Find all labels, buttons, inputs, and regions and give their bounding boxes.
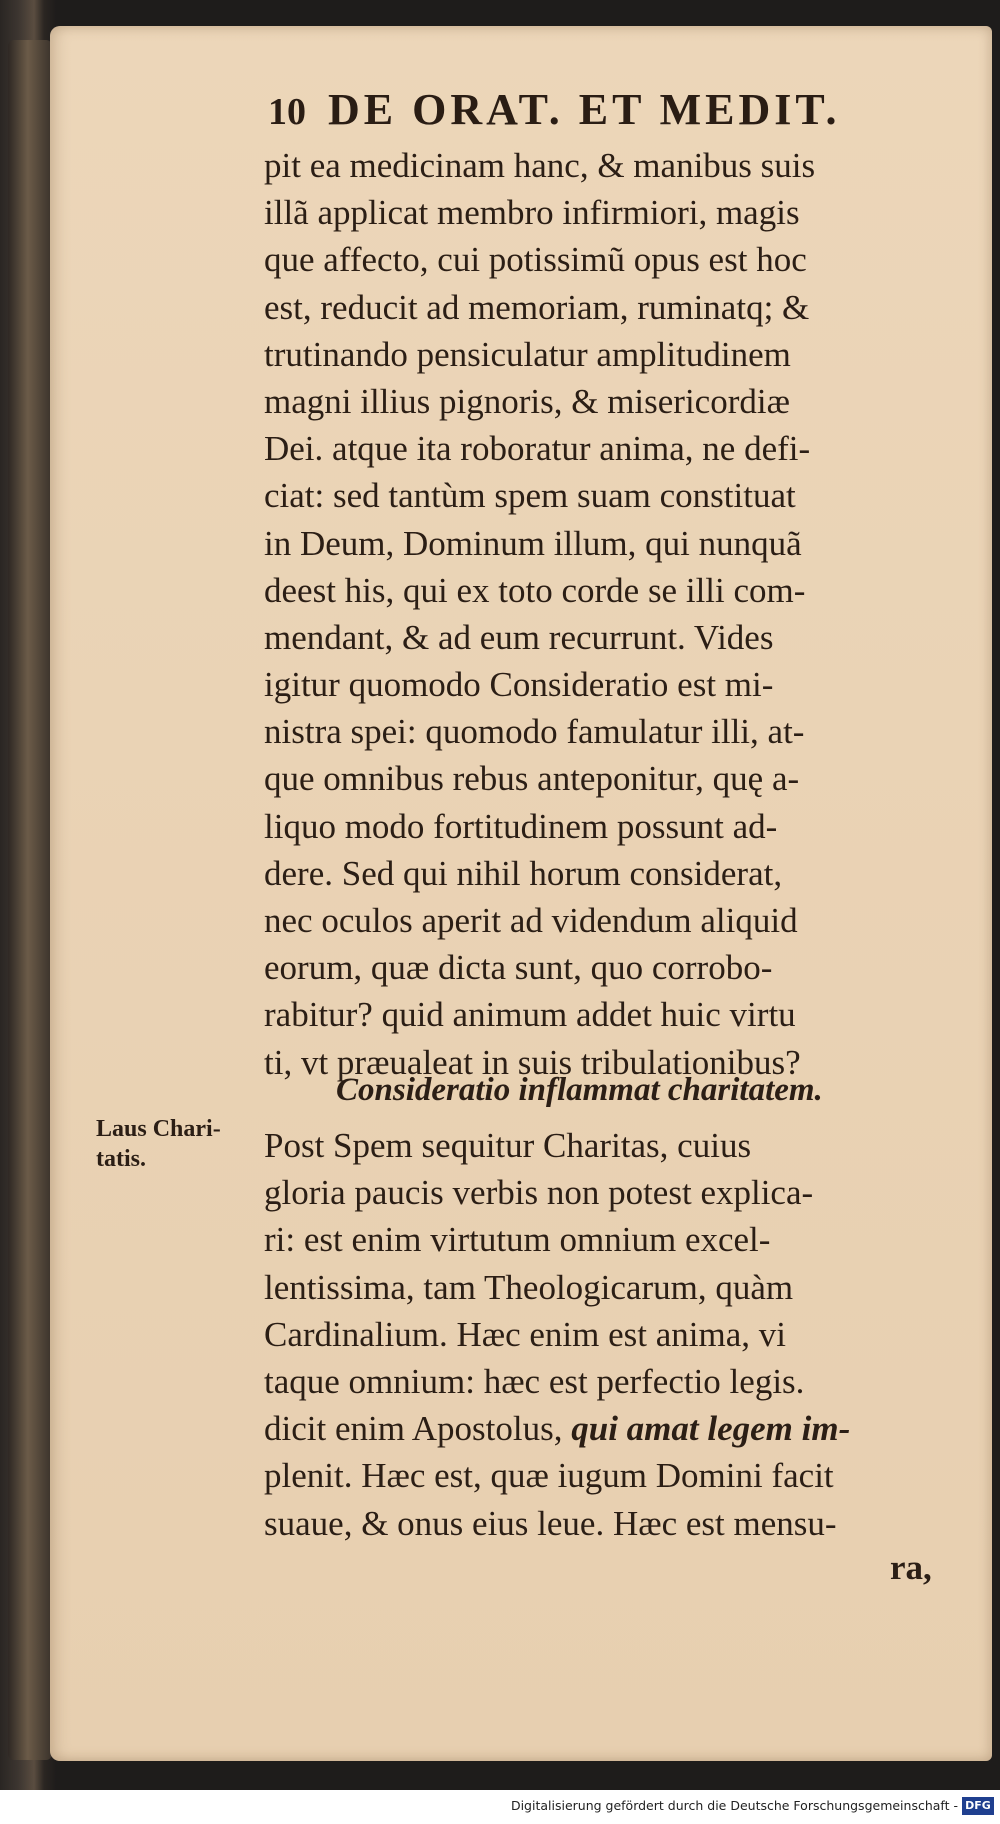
text-line: liquo modo fortitudinem possunt ad- bbox=[264, 806, 778, 846]
page-header bbox=[268, 84, 918, 140]
text-line: trutinando pensiculatur amplitudinem bbox=[264, 334, 791, 374]
text-line: Post Spem sequitur Charitas, cuius bbox=[264, 1126, 752, 1165]
footer-bar bbox=[0, 1790, 1000, 1824]
text-line: ti, vt præualeat in suis tribulationibus? bbox=[264, 1042, 801, 1082]
text-line: suaue, & onus eius leue. Hæc est mensu- bbox=[264, 1503, 837, 1543]
quote-italic: qui amat legem im- bbox=[571, 1409, 851, 1449]
text-line: nec oculos aperit ad videndum aliquid bbox=[264, 901, 798, 940]
book-spine-edge bbox=[8, 40, 52, 1760]
text-line: igitur quomodo Consideratio est mi- bbox=[264, 665, 774, 705]
text-line: que omnibus rebus anteponitur, quę a- bbox=[264, 759, 800, 799]
text-line: eorum, quæ dicta sunt, quo corrobo- bbox=[264, 948, 773, 988]
text-line: Dei. atque ita roboratur anima, ne defi- bbox=[264, 429, 811, 469]
running-head: DE ORAT. ET MEDIT. bbox=[328, 85, 841, 134]
text-line: deest his, qui ex toto corde se illi com- bbox=[264, 570, 806, 610]
page-number: 10 bbox=[268, 91, 306, 133]
funding-credit: Digitalisierung gefördert durch die Deutsche Forschungsgemeinschaft - bbox=[510, 1798, 958, 1813]
text-line: que affecto, cui potissimũ opus est hoc bbox=[264, 240, 807, 280]
text-line: nistra spei: quomodo famulatur illi, at- bbox=[264, 712, 805, 752]
text-line: ciat: sed tantùm spem suam constituat bbox=[264, 476, 796, 516]
text-line: ri: est enim virtutum omnium excel- bbox=[264, 1220, 771, 1260]
text-block-2 bbox=[264, 1122, 954, 1547]
margin-note-line: tatis. bbox=[96, 1146, 146, 1172]
text-line: Cardinalium. Hæc enim est anima, vi bbox=[264, 1314, 786, 1354]
text-block-1 bbox=[264, 142, 944, 1086]
catchword: ra, bbox=[890, 1548, 932, 1587]
text-line: gloria paucis verbis non potest explica- bbox=[264, 1173, 814, 1213]
text-segment: dicit enim Apostolus, bbox=[264, 1409, 572, 1449]
text-line: plenit. Hæc est, quæ iugum Domini facit bbox=[264, 1456, 834, 1496]
text-line: pit ea medicinam hanc, & manibus suis bbox=[264, 146, 816, 185]
text-line: lentissima, tam Theologicarum, quàm bbox=[264, 1267, 794, 1307]
text-line: in Deum, Dominum illum, qui nunquã bbox=[264, 523, 802, 563]
text-line-quote bbox=[264, 1405, 954, 1452]
margin-note bbox=[96, 1114, 256, 1174]
dfg-logo: DFG bbox=[962, 1797, 994, 1815]
text-line: rabitur? quid animum addet huic virtu bbox=[264, 995, 796, 1035]
text-line: est, reducit ad memoriam, ruminatq; & bbox=[264, 287, 810, 327]
margin-note-line: Laus Chari- bbox=[96, 1116, 221, 1142]
text-line: mendant, & ad eum recurrunt. Vides bbox=[264, 617, 774, 657]
section-heading: Consideratio inflammat charitatem. bbox=[336, 1072, 823, 1108]
text-line: taque omnium: hæc est perfectio legis. bbox=[264, 1361, 805, 1401]
text-line: magni illius pignoris, & misericordiæ bbox=[264, 381, 790, 421]
text-line: illã applicat membro infirmiori, magis bbox=[264, 193, 800, 233]
text-line: dere. Sed qui nihil horum considerat, bbox=[264, 853, 783, 893]
